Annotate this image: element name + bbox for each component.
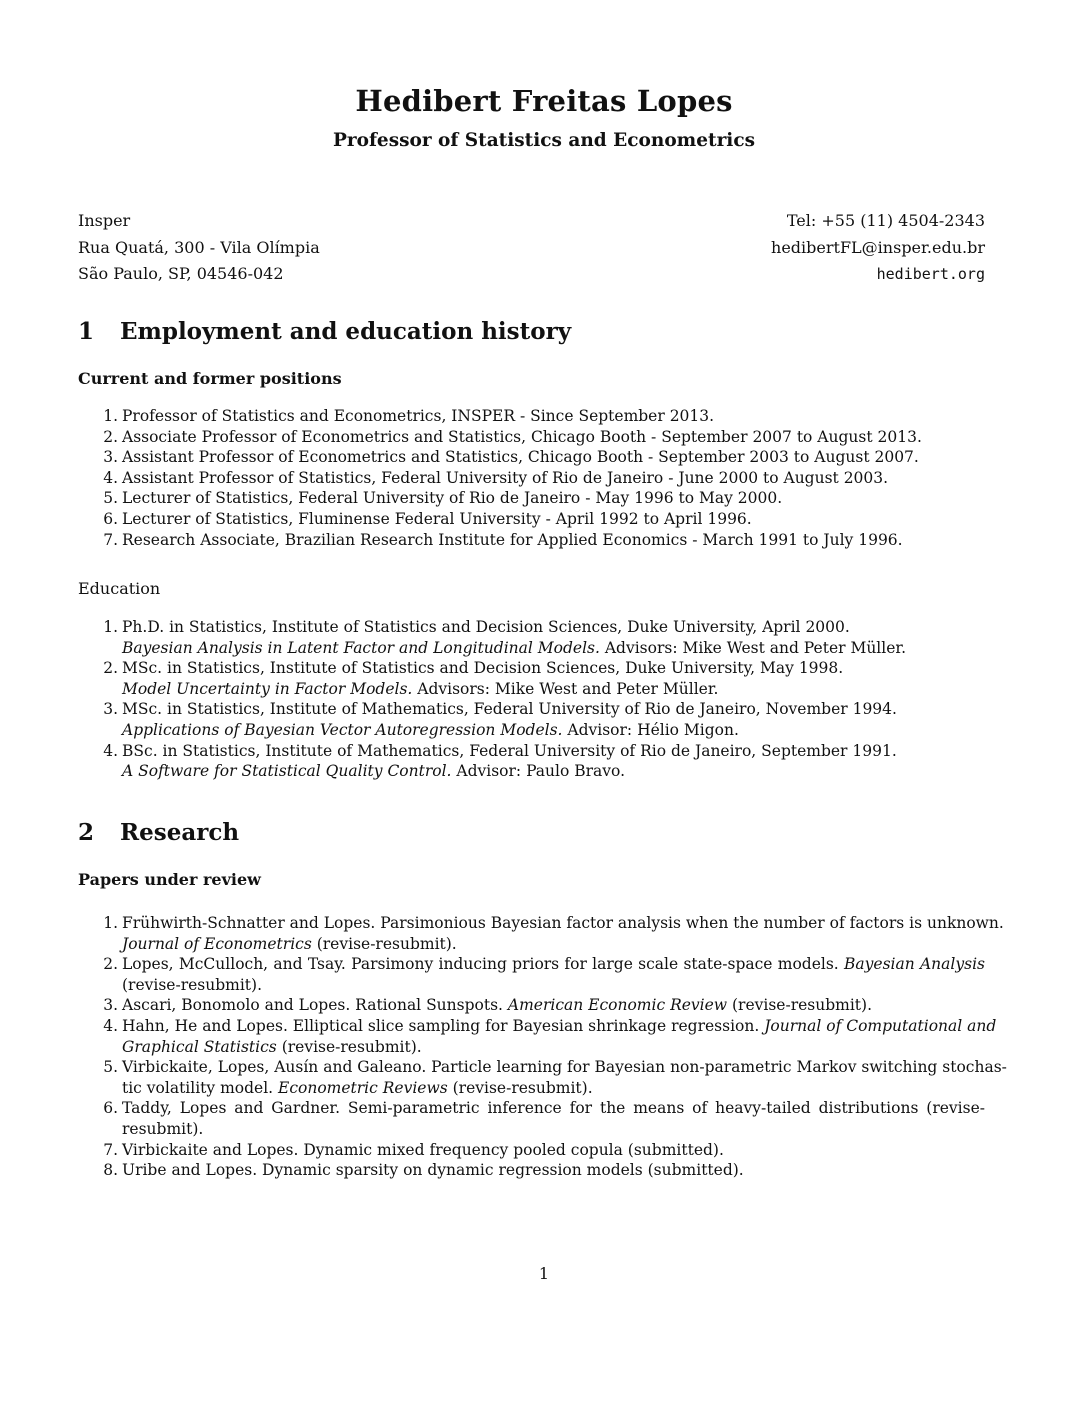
education-heading: Education xyxy=(78,579,161,598)
list-item: 4. Hahn, He and Lopes. Elliptical slice sampling for Bayesian shrinkage regression. Journal of Computational and Graphical Statistics (revise-resubmit). xyxy=(103,1016,997,1056)
journal-name: Econometric Reviews xyxy=(278,1078,448,1097)
list-item: 2. Associate Professor of Econometrics and Statistics, Chicago Booth - September 2007 to August 2013. xyxy=(103,427,922,446)
journal-name: Bayesian Analysis xyxy=(844,955,985,974)
list-item: 3. MSc. in Statistics, Institute of Mathematics, Federal University of Rio de Janeiro, November 1994. Applications of Bayesian Vector Autoregression Models. Advisor: Hélio Migon. xyxy=(103,700,897,739)
section-title: Research xyxy=(120,819,240,846)
telephone: Tel: +55 (11) 4504-2343 xyxy=(786,211,985,230)
list-item: 1. Frühwirth-Schnatter and Lopes. Parsimonious Bayesian factor analysis when the number of factors is unknown. Journal of Econometrics (revise-resubmit). xyxy=(103,914,1004,953)
author-title: Professor of Statistics and Econometrics xyxy=(332,130,756,151)
list-item: 7. Research Associate, Brazilian Research Institute for Applied Economics - March 1991 to July 1996. xyxy=(103,530,903,549)
page-number: 1 xyxy=(538,1264,550,1283)
education-list xyxy=(78,617,985,782)
list-item: 2. MSc. in Statistics, Institute of Statistics and Decision Sciences, Duke University, May 1998. Model Uncertainty in Factor Models. Advisors: Mike West and Peter Müller. xyxy=(103,659,844,698)
thesis-title: Model Uncertainty in Factor Models. xyxy=(122,679,413,698)
positions-list xyxy=(78,406,985,550)
thesis-title: A Software for Statistical Quality Control. xyxy=(122,762,452,781)
journal-name: Journal of Econometrics xyxy=(122,934,312,953)
address-line-street: Rua Quatá, 300 - Vila Olímpia xyxy=(78,237,320,257)
list-item: 1. Professor of Statistics and Econometrics, INSPER - Since September 2013. xyxy=(103,407,715,425)
list-item: 6. Taddy, Lopes and Gardner. Semi-parametric inference for the means of heavy-tailed distributions (revise- resubmit). xyxy=(103,1099,985,1138)
list-item: 8. Uribe and Lopes. Dynamic sparsity on dynamic regression models (submitted). xyxy=(103,1161,744,1180)
section-number: 2 xyxy=(78,819,95,846)
section-research-heading xyxy=(78,819,239,846)
section-employment-heading xyxy=(78,318,571,345)
journal-name: American Economic Review xyxy=(507,996,728,1015)
list-item: 2. Lopes, McCulloch, and Tsay. Parsimony inducing priors for large scale state-space models. Bayesian Analysis (revise-resubmit). xyxy=(103,955,985,994)
list-item: 3. Ascari, Bonomolo and Lopes. Rational Sunspots. American Economic Review (revise-resubmit). xyxy=(103,996,873,1015)
positions-heading: Current and former positions xyxy=(78,369,342,388)
list-item: 3. Assistant Professor of Econometrics and Statistics, Chicago Booth - September 2003 to August 2007. xyxy=(103,448,919,467)
contact-info xyxy=(771,208,985,288)
postal-address xyxy=(78,208,320,288)
email[interactable]: hedibertFL@insper.edu.br xyxy=(771,237,985,257)
address-line-city: São Paulo, SP, 04546-042 xyxy=(78,264,284,283)
section-number: 1 xyxy=(78,318,95,345)
journal-name: Journal of Computational and xyxy=(764,1016,997,1035)
address-line-institution: Insper xyxy=(78,211,131,230)
list-item: 7. Virbickaite and Lopes. Dynamic mixed frequency pooled copula (submitted). xyxy=(103,1140,724,1159)
journal-name: Graphical Statistics xyxy=(122,1037,277,1056)
list-item: 4. Assistant Professor of Statistics, Federal University of Rio de Janeiro - June 2000 to August 2003. xyxy=(103,468,889,487)
list-item: 5. Lecturer of Statistics, Federal University of Rio de Janeiro - May 1996 to May 2000. xyxy=(103,489,783,508)
papers-heading: Papers under review xyxy=(78,870,261,889)
list-item: 1. Ph.D. in Statistics, Institute of Statistics and Decision Sciences, Duke University, April 2000. Bayesian Analysis in Latent Factor and Longitudinal Models. Advisors: Mike West and Peter Müller. xyxy=(103,618,907,657)
thesis-title: Applications of Bayesian Vector Autoregression Models. xyxy=(122,720,563,739)
thesis-title: Bayesian Analysis in Latent Factor and Longitudinal Models. xyxy=(122,638,600,657)
author-name: Hedibert Freitas Lopes xyxy=(355,84,733,118)
list-item: 5. Virbickaite, Lopes, Ausín and Galeano. Particle learning for Bayesian non-parametric Markov switching stochas- tic volatility model. Econometric Reviews (revise-resubmit). xyxy=(103,1058,1007,1097)
website-link[interactable]: hedibert.org xyxy=(876,265,985,283)
papers-list xyxy=(78,913,1007,1181)
section-title: Employment and education history xyxy=(120,318,572,345)
list-item: 6. Lecturer of Statistics, Fluminense Federal University - April 1992 to April 1996. xyxy=(103,509,752,528)
list-item: 4. BSc. in Statistics, Institute of Mathematics, Federal University of Rio de Janeiro, September 1991. A Software for Statistical Quality Control. Advisor: Paulo Bravo. xyxy=(103,741,897,781)
